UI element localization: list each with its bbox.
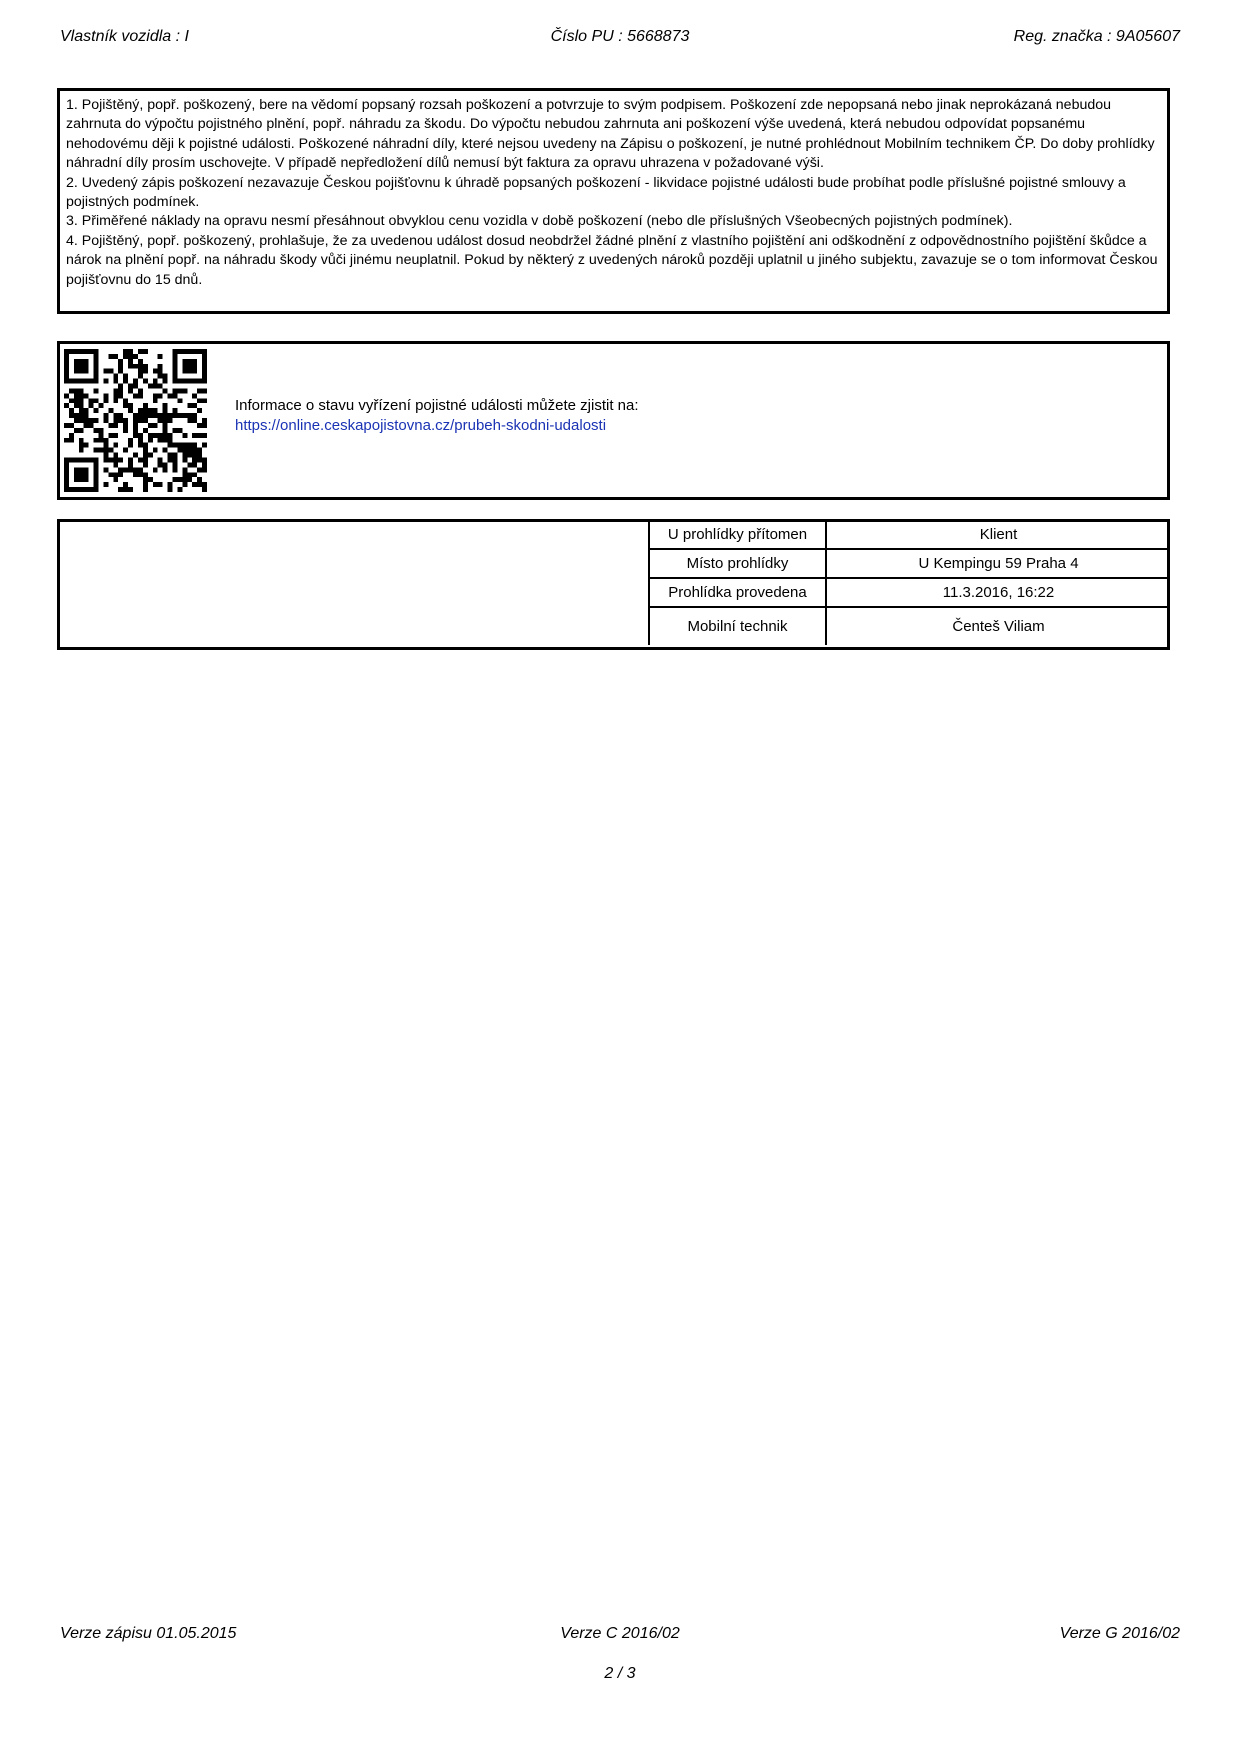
owner-label: Vlastník vozidla : I xyxy=(60,28,189,45)
inspection-value: U Kempingu 59 Praha 4 xyxy=(826,549,1170,578)
terms-box xyxy=(57,88,1170,314)
inspection-value: 11.3.2016, 16:22 xyxy=(826,578,1170,607)
claim-status-info xyxy=(235,396,639,436)
registration-plate: Reg. značka : 9A05607 xyxy=(1013,28,1180,45)
version-c: Verze C 2016/02 xyxy=(560,1625,680,1642)
terms-item-4: 4. Pojištěný, popř. poškozený, prohlašuje, že za uvedenou událost dosud neobdržel žádné plnění z vlastního pojištění ani odškodnění z odpovědnostního pojištění škůdce a nárok na plnění popř. na náhradu škody vůči jinému neuplatnil. Pokud by některý z uvedených nároků později uplatnil u jiného subjektu, zavazuje se o tom informovat Českou pojišťovnu do 15 dnů. xyxy=(66,232,1158,288)
inspection-table xyxy=(648,519,1170,645)
version-g: Verze G 2016/02 xyxy=(1059,1625,1180,1642)
terms-item-1: 1. Pojištěný, popř. poškozený, bere na vědomí popsaný rozsah poškození a potvrzuje to svým podpisem. Poškození zde nepopsaná nebo jinak neprokázaná nebudou zahrnuta do výpočtu pojistného plnění, popř. náhradu za škodu. Do výpočtu nebudou zahrnuta ani poškození výše uvedená, která nebudou odpovídat popsanému nehodovému ději k pojistné události. Poškozené náhradní díly, které nejsou uvedeny na Zápisu o poškození, je nutné prohlédnout Mobilním technikem ČP. Do doby prohlídky náhradní díly prosím uschovejte. V případě nepředložení dílů nemusí být faktura za opravu uhrazena v požadované výši. xyxy=(66,97,1155,172)
inspection-label: Místo prohlídky xyxy=(649,549,826,578)
qr-code-icon xyxy=(64,349,207,492)
inspection-row-present xyxy=(649,520,1170,549)
claim-status-text: Informace o stavu vyřízení pojistné události můžete zjistit na: xyxy=(235,397,639,414)
terms-item-2: 2. Uvedený zápis poškození nezavazuje Českou pojišťovnu k úhradě popsaných poškození - likvidace pojistné události bude probíhat podle příslušné pojistné smlouvy a pojistných podmínek. xyxy=(66,174,1126,211)
inspection-row-date xyxy=(649,578,1170,607)
inspection-label: Prohlídka provedena xyxy=(649,578,826,607)
claim-number: Číslo PU : 5668873 xyxy=(550,28,690,45)
inspection-label: U prohlídky přítomen xyxy=(649,520,826,549)
inspection-row-technician xyxy=(649,607,1170,645)
page-number: 2 / 3 xyxy=(604,1665,636,1682)
claim-status-link[interactable]: https://online.ceskapojistovna.cz/prubeh-skodni-udalosti xyxy=(235,417,607,434)
terms-item-3: 3. Přiměřené náklady na opravu nesmí přesáhnout obvyklou cenu vozidla v době poškození (nebo dle příslušných Všeobecných pojistných podmínek). xyxy=(66,213,1013,230)
inspection-value: Klient xyxy=(826,520,1170,549)
record-version: Verze zápisu 01.05.2015 xyxy=(60,1625,237,1642)
inspection-value: Čenteš Viliam xyxy=(826,607,1170,645)
inspection-box xyxy=(57,519,1170,650)
claim-status-box xyxy=(57,341,1170,500)
inspection-label: Mobilní technik xyxy=(649,607,826,645)
inspection-row-place xyxy=(649,549,1170,578)
